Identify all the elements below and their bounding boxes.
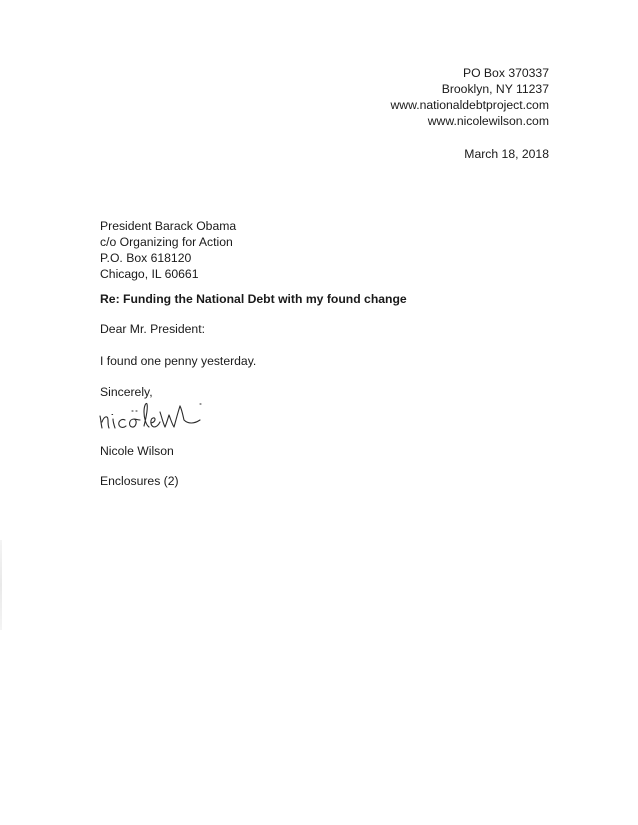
recipient-name: President Barack Obama: [100, 219, 237, 233]
sender-website-personal: www.nicolewilson.com: [427, 114, 549, 128]
sender-city-state-zip: Brooklyn, NY 11237: [441, 82, 549, 96]
letter-body: I found one penny yesterday.: [100, 354, 257, 368]
enclosures-note: Enclosures (2): [100, 474, 179, 488]
signer-name: Nicole Wilson: [100, 444, 174, 458]
recipient-po-box: P.O. Box 618120: [100, 251, 192, 265]
closing: Sincerely,: [100, 385, 153, 399]
salutation: Dear Mr. President:: [100, 322, 205, 336]
sender-po-box: PO Box 370337: [462, 66, 549, 80]
subject-line: Re: Funding the National Debt with my found change: [100, 292, 407, 306]
recipient-city-state-zip: Chicago, IL 60661: [100, 267, 199, 281]
letter-date: March 18, 2018: [464, 147, 549, 161]
scan-edge-shadow: [0, 540, 2, 630]
recipient-address-block: [100, 218, 236, 282]
handwritten-signature: [96, 398, 246, 436]
sender-website-national-debt: www.nationaldebtproject.com: [390, 98, 549, 112]
recipient-care-of: c/o Organizing for Action: [100, 235, 233, 249]
sender-address-block: [390, 65, 549, 129]
